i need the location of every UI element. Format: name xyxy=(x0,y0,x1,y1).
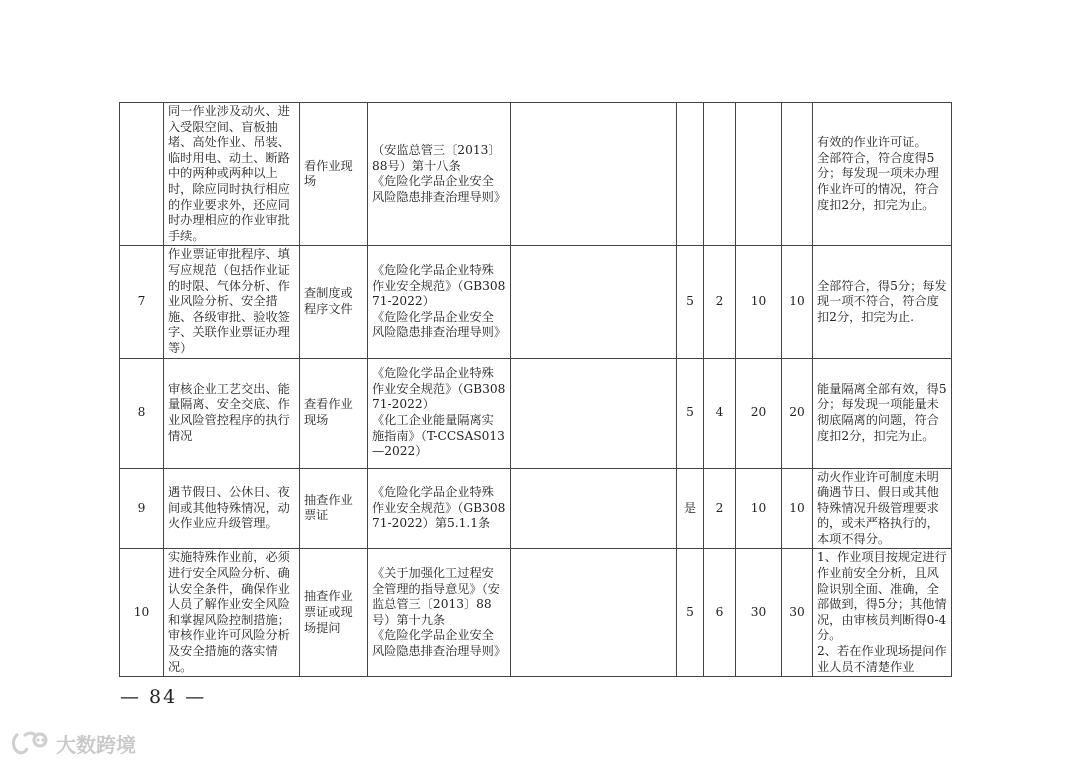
table-row xyxy=(120,358,952,468)
row-number: 7 xyxy=(120,246,164,358)
score-value-2: 2 xyxy=(704,246,736,358)
check-method: 查制度或程序文件 xyxy=(300,246,368,358)
score-value-2 xyxy=(704,103,736,246)
row-number: 9 xyxy=(120,468,164,549)
row-number: 10 xyxy=(120,549,164,677)
table-row xyxy=(120,468,952,549)
score-value-2: 6 xyxy=(704,549,736,677)
item-content: 审核企业工艺交出、能量隔离、安全交底、作业风险管控程序的执行情况 xyxy=(164,358,300,468)
table-row xyxy=(120,549,952,677)
check-method: 抽查作业票证 xyxy=(300,468,368,549)
score-value-1 xyxy=(677,103,704,246)
watermark-text: 大数跨境 xyxy=(56,732,136,757)
score-value-4: 10 xyxy=(782,246,813,358)
basis-reference: 《危险化学品企业特殊作业安全规范》（GB30871-2022）第5.1.1条 xyxy=(372,485,506,531)
item-content: 遇节假日、公休日、夜间或其他特殊情况，动火作业应升级管理。 xyxy=(164,468,300,549)
row-number: 8 xyxy=(120,358,164,468)
page-number: — 84 — xyxy=(120,686,207,708)
scoring-criteria: 动火作业许可制度未明确遇节日、假日或其他特殊情况升级管理要求的，或未严格执行的，本项不得分。 xyxy=(813,468,952,549)
score-value-2: 4 xyxy=(704,358,736,468)
score-value-1: 是 xyxy=(677,468,704,549)
score-value-3: 20 xyxy=(736,358,782,468)
blank-cell xyxy=(511,103,677,246)
score-value-3: 10 xyxy=(736,246,782,358)
check-method: 看作业现场 xyxy=(300,103,368,246)
row-number xyxy=(120,103,164,246)
scoring-criteria: 能量隔离全部有效，得5分；每发现一项能量未彻底隔离的问题，符合度扣2分，扣完为止。 xyxy=(813,358,952,468)
score-value-4: 10 xyxy=(782,468,813,549)
score-value-3: 30 xyxy=(736,549,782,677)
item-content: 同一作业涉及动火、进入受限空间、盲板抽堵、高处作业、吊装、临时用电、动土、断路中的两种或两种以上时，除应同时执行相应的作业要求外，还应同时办理相应的作业审批手续。 xyxy=(164,103,300,246)
item-content: 实施特殊作业前，必须进行安全风险分析、确认安全条件，确保作业人员了解作业安全风险和掌握风险控制措施；审核作业许可风险分析及安全措施的落实情况。 xyxy=(164,549,300,677)
score-value-4: 30 xyxy=(782,549,813,677)
blank-cell xyxy=(511,468,677,549)
scoring-criteria: 全部符合，得5分；每发现一项不符合，符合度扣2分，扣完为止. xyxy=(813,246,952,358)
watermark xyxy=(10,728,136,758)
score-value-1: 5 xyxy=(677,358,704,468)
score-value-4 xyxy=(782,103,813,246)
scoring-criteria: 有效的作业许可证。 全部符合，符合度得5分；每发现一项未办理作业许可的情况，符合度扣2分，扣完为止。 xyxy=(817,135,939,212)
watermark-logo-icon xyxy=(10,728,52,758)
basis-reference: 《关于加强化工过程安全管理的指导意见》（安监总管三〔2013〕88号）第十九条 《危险化学品企业安全风险隐患排查治理导则》 xyxy=(372,566,507,659)
score-value-4: 20 xyxy=(782,358,813,468)
blank-cell xyxy=(511,549,677,677)
score-value-2: 2 xyxy=(704,468,736,549)
table-row xyxy=(120,103,952,246)
score-value-3: 10 xyxy=(736,468,782,549)
item-content: 作业票证审批程序、填写应规范（包括作业证的时限、气体分析、作业风险分析、安全措施、各级审批、验收签字、关联作业票证办理等） xyxy=(164,246,300,358)
score-value-1: 5 xyxy=(677,246,704,358)
basis-reference: （安监总管三〔2013〕88号）第十八条 《危险化学品企业安全风险隐患排查治理导则》 xyxy=(372,142,507,204)
basis-reference: 《危险化学品企业特殊作业安全规范》（GB30871-2022） 《危险化学品企业安全风险隐患排查治理导则》 xyxy=(372,262,507,340)
check-method: 抽查作业票证或现场提问 xyxy=(300,549,368,677)
check-method: 查看作业现场 xyxy=(300,358,368,468)
scoring-criteria: 1、作业项目按规定进行作业前安全分析，且风险识别全面、准确，全部做到，得5分；其他情况，由审核员判断得0-4分。 2、若在作业现场提问作业人员不清楚作业 xyxy=(817,550,947,674)
checklist-table xyxy=(119,102,952,677)
score-value-3 xyxy=(736,103,782,246)
blank-cell xyxy=(511,358,677,468)
table-row xyxy=(120,246,952,358)
basis-reference: 《危险化学品企业特殊作业安全规范》（GB30871-2022） 《化工企业能量隔离实施指南》（T-CCSAS013—2022） xyxy=(372,366,506,459)
blank-cell xyxy=(511,246,677,358)
score-value-1: 5 xyxy=(677,549,704,677)
